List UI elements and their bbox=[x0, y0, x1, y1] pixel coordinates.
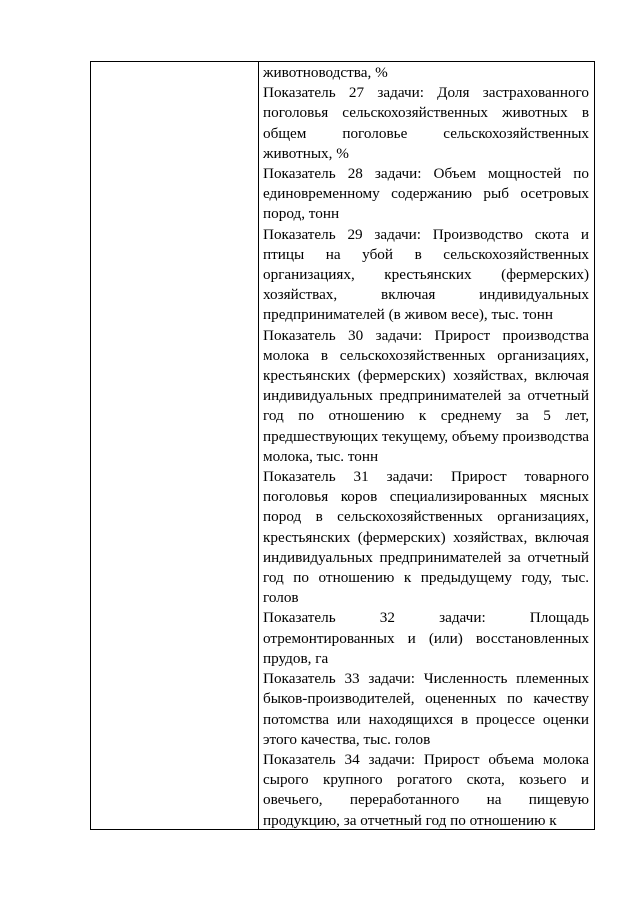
paragraph-indicator-29: Показатель 29 задачи: Производство скота и птицы на убой в сельскохозяйственных организациях, крестьянских (фермерских) хозяйствах, включая индивидуальных предпринимателей (в живом весе), тыс. тонн bbox=[263, 225, 589, 324]
paragraph-continuation: животноводства, % bbox=[263, 64, 388, 81]
paragraph-indicator-34: Показатель 34 задачи: Прирост объема молока сырого крупного рогатого скота, козьего и овечьего, переработанного на пищевую продукцию, за отчетный год по отношению к bbox=[263, 750, 589, 829]
right-table-cell bbox=[263, 63, 589, 831]
paragraph-indicator-32: Показатель 32 задачи: Площадь отремонтированных и (или) восстановленных прудов, га bbox=[263, 609, 589, 667]
paragraph-indicator-30: Показатель 30 задачи: Прирост производства молока в сельскохозяйственных организациях, крестьянских (фермерских) хозяйствах, включая индивидуальных предпринимателей за отчетный год по отношению к среднему за 5 лет, предшествующих текущему, объему производства молока, тыс. тонн bbox=[263, 326, 589, 465]
column-divider bbox=[258, 61, 259, 830]
paragraph-indicator-27: Показатель 27 задачи: Доля застрахованного поголовья сельскохозяйственных животных в общем поголовье сельскохозяйственных животных, % bbox=[263, 84, 589, 162]
paragraph-indicator-33: Показатель 33 задачи: Численность племенных быков-производителей, оцененных по качеству потомства или находящихся в процессе оценки этого качества, тыс. голов bbox=[263, 670, 589, 748]
paragraph-indicator-31: Показатель 31 задачи: Прирост товарного поголовья коров специализированных мясных пород в сельскохозяйственных организациях, крестьянских (фермерских) хозяйствах, включая индивидуальных предпринимателей за отчетный год по отношению к предыдущему году, тыс. голов bbox=[263, 468, 589, 607]
left-table-cell bbox=[91, 62, 257, 829]
paragraph-indicator-28: Показатель 28 задачи: Объем мощностей по единовременному содержанию рыб осетровых пород, тонн bbox=[263, 165, 589, 223]
